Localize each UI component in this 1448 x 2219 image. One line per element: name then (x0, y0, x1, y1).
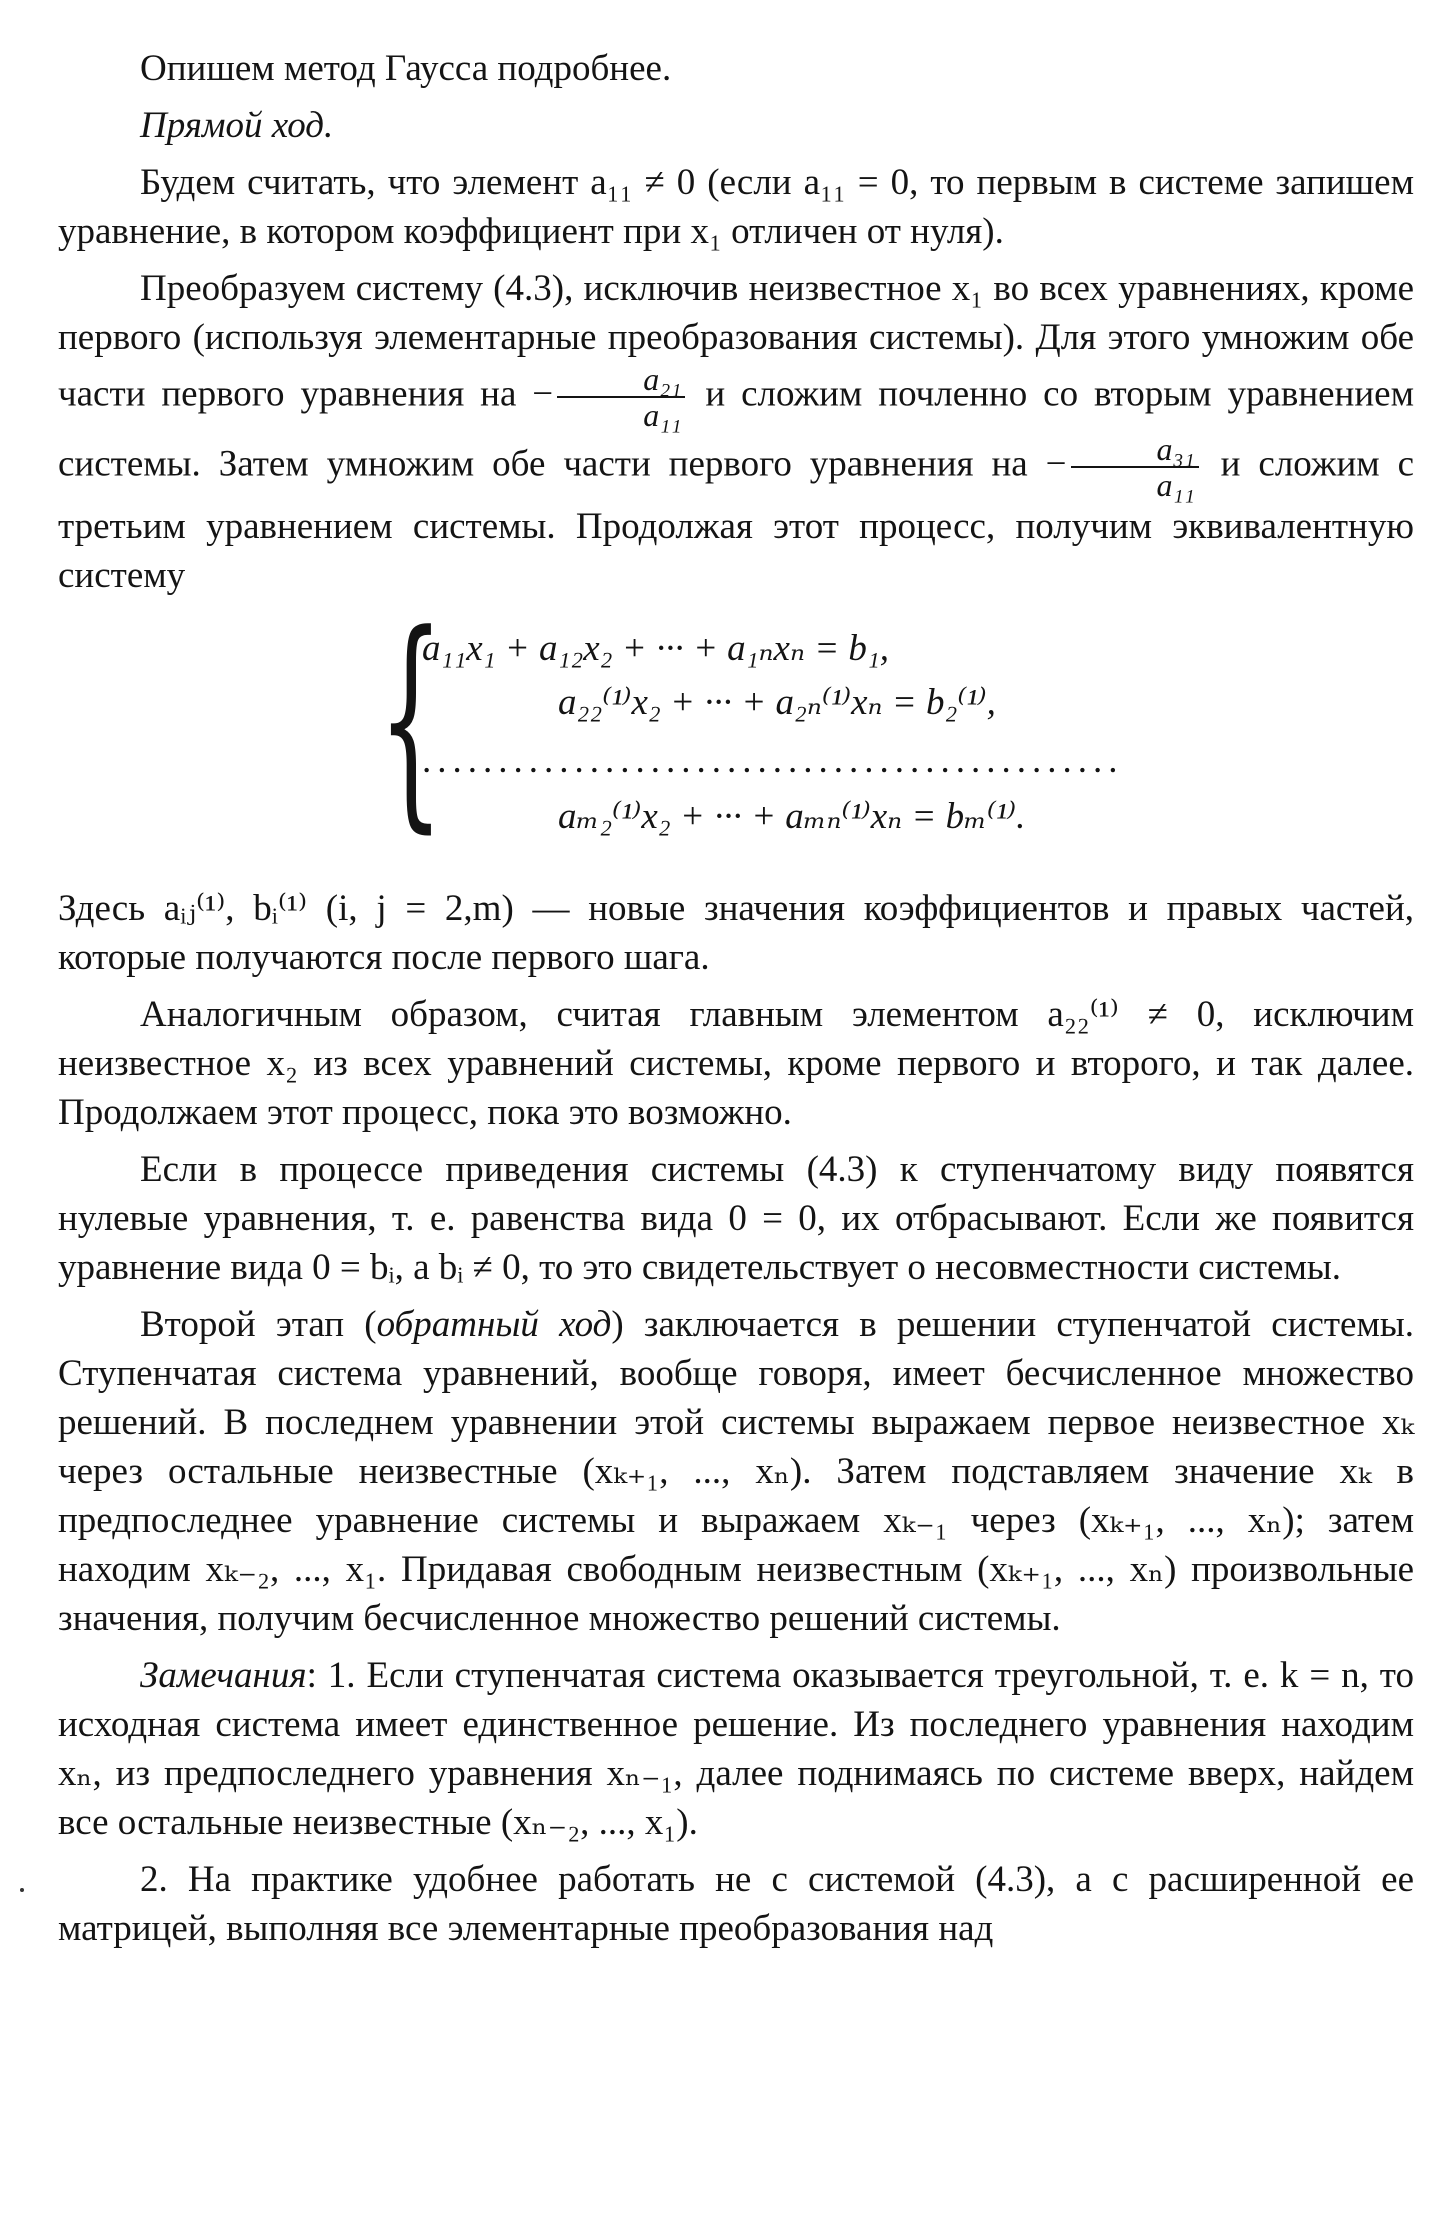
fraction-numerator: a₂₁ (557, 362, 685, 398)
heading-line: Опишем метод Гаусса подробнее. (140, 48, 672, 89)
paragraph-2-part-a: Преобразуем систему (4.3), исключив неизвестное x₁ во всех уравнениях, кроме первого (используя элементарные преобразования системы). Для этого умножим обе части первого уравнения на − (58, 268, 1414, 415)
fraction-numerator: a₃₁ (1071, 432, 1199, 468)
paragraph-4: Аналогичным образом, считая главным элементом a₂₂⁽¹⁾ ≠ 0, исключим неизвестное x₂ из всех уравнений системы, кроме первого и второго, и так далее. Продолжаем этот процесс, пока это возможно. (58, 994, 1414, 1133)
margin-speck (20, 1888, 24, 1892)
fraction-denominator: a₁₁ (643, 397, 682, 433)
equation-system (378, 586, 1158, 854)
paragraph-6-italic-term: обратный ход (376, 1304, 612, 1345)
paragraph-1: Будем считать, что элемент a₁₁ ≠ 0 (если a₁₁ = 0, то первым в системе запишем уравнение, в котором коэффициент при x₁ отличен от нуля). (58, 162, 1414, 252)
paragraph-3: Здесь aᵢⱼ⁽¹⁾, bᵢ⁽¹⁾ (i, j = 2,m) — новые значения коэффициентов и правых частей, которые получаются после первого шага. (58, 888, 1414, 978)
paragraph-2-part-c: и сложим с третьим уравнением системы. Продолжая этот процесс, получим эквивалентную систему (58, 443, 1415, 596)
paragraph-7 (58, 1651, 1414, 1847)
paragraph-6-part-b: ) заключается в решении ступенчатой системы. Ступенчатая система уравнений, вообще говоря, имеет бесчисленное множество решений. В последнем уравнении этой системы выражаем первое неизвестное xₖ через остальные неизвестные (xₖ₊₁, ..., xₙ). Затем подставляем значение xₖ в предпоследнее уравнение системы и выражаем xₖ₋₁ через (xₖ₊₁, ..., xₙ); затем находим xₖ₋₂, ..., x₁. Придавая свободным неизвестным (xₖ₊₁, ..., xₙ) произвольные значения, получим бесчисленное множество решений системы. (58, 1304, 1414, 1639)
fraction-a21-a11 (557, 362, 685, 432)
paragraph-5: Если в процессе приведения системы (4.3) к ступенчатому виду появятся нулевые уравнения, т. е. равенства вида 0 = 0, их отбрасывают. Если же появится уравнение вида 0 = bᵢ, а bᵢ ≠ 0, то это свидетельствует о несовместности системы. (58, 1149, 1414, 1288)
paragraph-8: 2. На практике удобнее работать не с системой (4.3), а с расширенной ее матрицей, выполняя все элементарные преобразования над (58, 1859, 1414, 1949)
fraction-denominator: a₁₁ (1156, 467, 1195, 503)
system-equation-1: a₁₁x₁ + a₁₂x₂ + ··· + a₁ₙxₙ = b₁, (422, 628, 890, 669)
paragraph-6-part-a: Второй этап ( (140, 1304, 377, 1345)
section-title: Прямой ход. (140, 105, 334, 146)
system-equation-2: a₂₂⁽¹⁾x₂ + ··· + a₂ₙ⁽¹⁾xₙ = b₂⁽¹⁾, (558, 682, 996, 723)
left-brace: { (378, 586, 444, 853)
paragraph-6 (58, 1300, 1414, 1643)
system-equation-m: aₘ₂⁽¹⁾x₂ + ··· + aₘₙ⁽¹⁾xₙ = bₘ⁽¹⁾. (558, 796, 1026, 837)
fraction-a31-a11 (1071, 432, 1199, 502)
paragraph-2-part-b: и сложим почленно со вторым уравнением системы. Затем умножим обе части первого уравнения на − (58, 373, 1414, 485)
paragraph-7-text: : 1. Если ступенчатая система оказывается треугольной, т. е. k = n, то исходная система имеет единственное решение. Из последнего уравнения находим xₙ, из предпоследнего уравнения xₙ₋₁, далее поднимаясь по системе вверх, найдем все остальные неизвестные (xₙ₋₂, ..., x₁). (58, 1655, 1414, 1843)
remarks-label: Замечания (140, 1655, 307, 1696)
system-dots-row: .............................................. (422, 740, 1124, 781)
paragraph-2 (58, 264, 1414, 600)
